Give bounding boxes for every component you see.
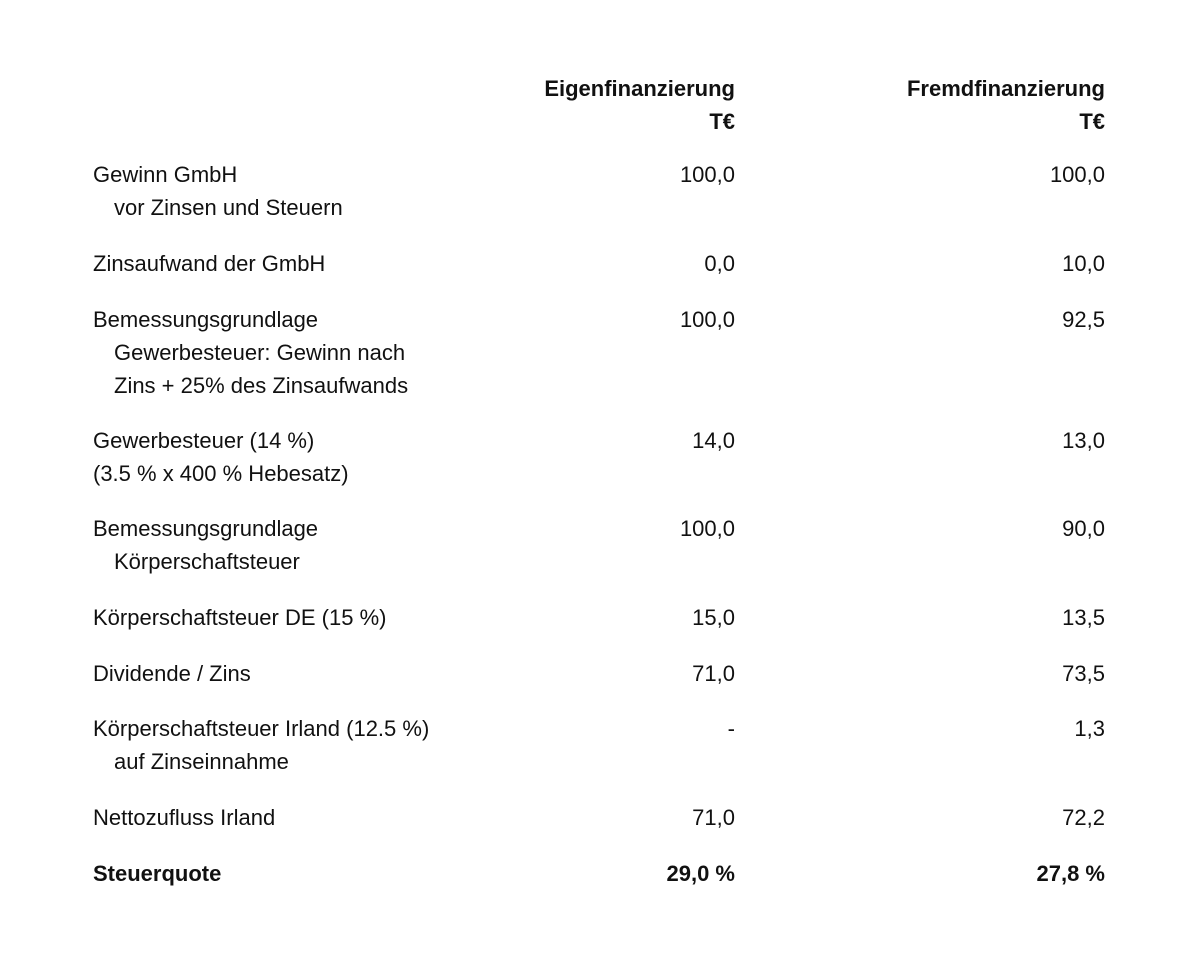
column-header-fremdfinanzierung [830,72,1105,138]
value-eigenfinanzierung: 15,0 [692,605,735,630]
value-eigenfinanzierung: 0,0 [704,251,735,276]
row-label-line: (3.5 % x 400 % Hebesatz) [93,461,349,486]
row-label [93,857,513,890]
column-title: Fremdfinanzierung [906,76,1105,101]
row-label [93,158,513,224]
value-eigenfinanzierung: 71,0 [692,805,735,830]
value-eigenfinanzierung: 100,0 [679,307,735,332]
value-fremdfinanzierung: 1,3 [1074,716,1105,741]
column-unit: T€ [709,109,735,134]
value-fremdfinanzierung: 27,8 % [1036,861,1105,886]
row-label-line: Bemessungsgrundlage [93,516,319,541]
value-eigenfinanzierung: - [727,716,735,741]
row-label-line: Körperschaftsteuer DE (15 %) [93,605,387,630]
row-label-line: auf Zinseinnahme [114,749,289,774]
column-title: Eigenfinanzierung [544,76,735,101]
row-label-line: Nettozufluss Irland [93,805,276,830]
value-eigenfinanzierung: 14,0 [692,428,735,453]
value-fremdfinanzierung: 90,0 [1062,516,1105,541]
row-label-line: Zinsaufwand der GmbH [93,251,326,276]
row-label [93,657,513,690]
value-fremdfinanzierung: 92,5 [1062,307,1105,332]
value-fremdfinanzierung: 10,0 [1062,251,1105,276]
value-eigenfinanzierung: 100,0 [679,162,735,187]
row-label [93,512,513,578]
row-label-line: Dividende / Zins [93,661,251,686]
row-label-line: Gewerbesteuer: Gewinn nach [114,340,406,365]
row-label-line: vor Zinsen und Steuern [114,195,343,220]
value-eigenfinanzierung: 71,0 [692,661,735,686]
value-fremdfinanzierung: 100,0 [1049,162,1105,187]
value-fremdfinanzierung: 13,0 [1062,428,1105,453]
row-label-line: Gewinn GmbH [93,162,238,187]
row-label-line: Steuerquote [93,861,222,886]
row-label [93,801,513,834]
value-fremdfinanzierung: 73,5 [1062,661,1105,686]
value-eigenfinanzierung: 29,0 % [666,861,735,886]
value-eigenfinanzierung: 100,0 [679,516,735,541]
row-label [93,247,513,280]
row-label-line: Körperschaftsteuer Irland (12.5 %) [93,716,430,741]
value-fremdfinanzierung: 13,5 [1062,605,1105,630]
row-label [93,303,513,402]
row-label [93,712,513,778]
row-label-line: Bemessungsgrundlage [93,307,319,332]
column-unit: T€ [1079,109,1105,134]
value-fremdfinanzierung: 72,2 [1062,805,1105,830]
row-label-line: Körperschaftsteuer [114,549,300,574]
column-header-eigenfinanzierung [460,72,735,138]
row-label [93,424,513,490]
row-label-line: Zins + 25% des Zinsaufwands [114,373,409,398]
row-label [93,601,513,634]
row-label-line: Gewerbesteuer (14 %) [93,428,315,453]
